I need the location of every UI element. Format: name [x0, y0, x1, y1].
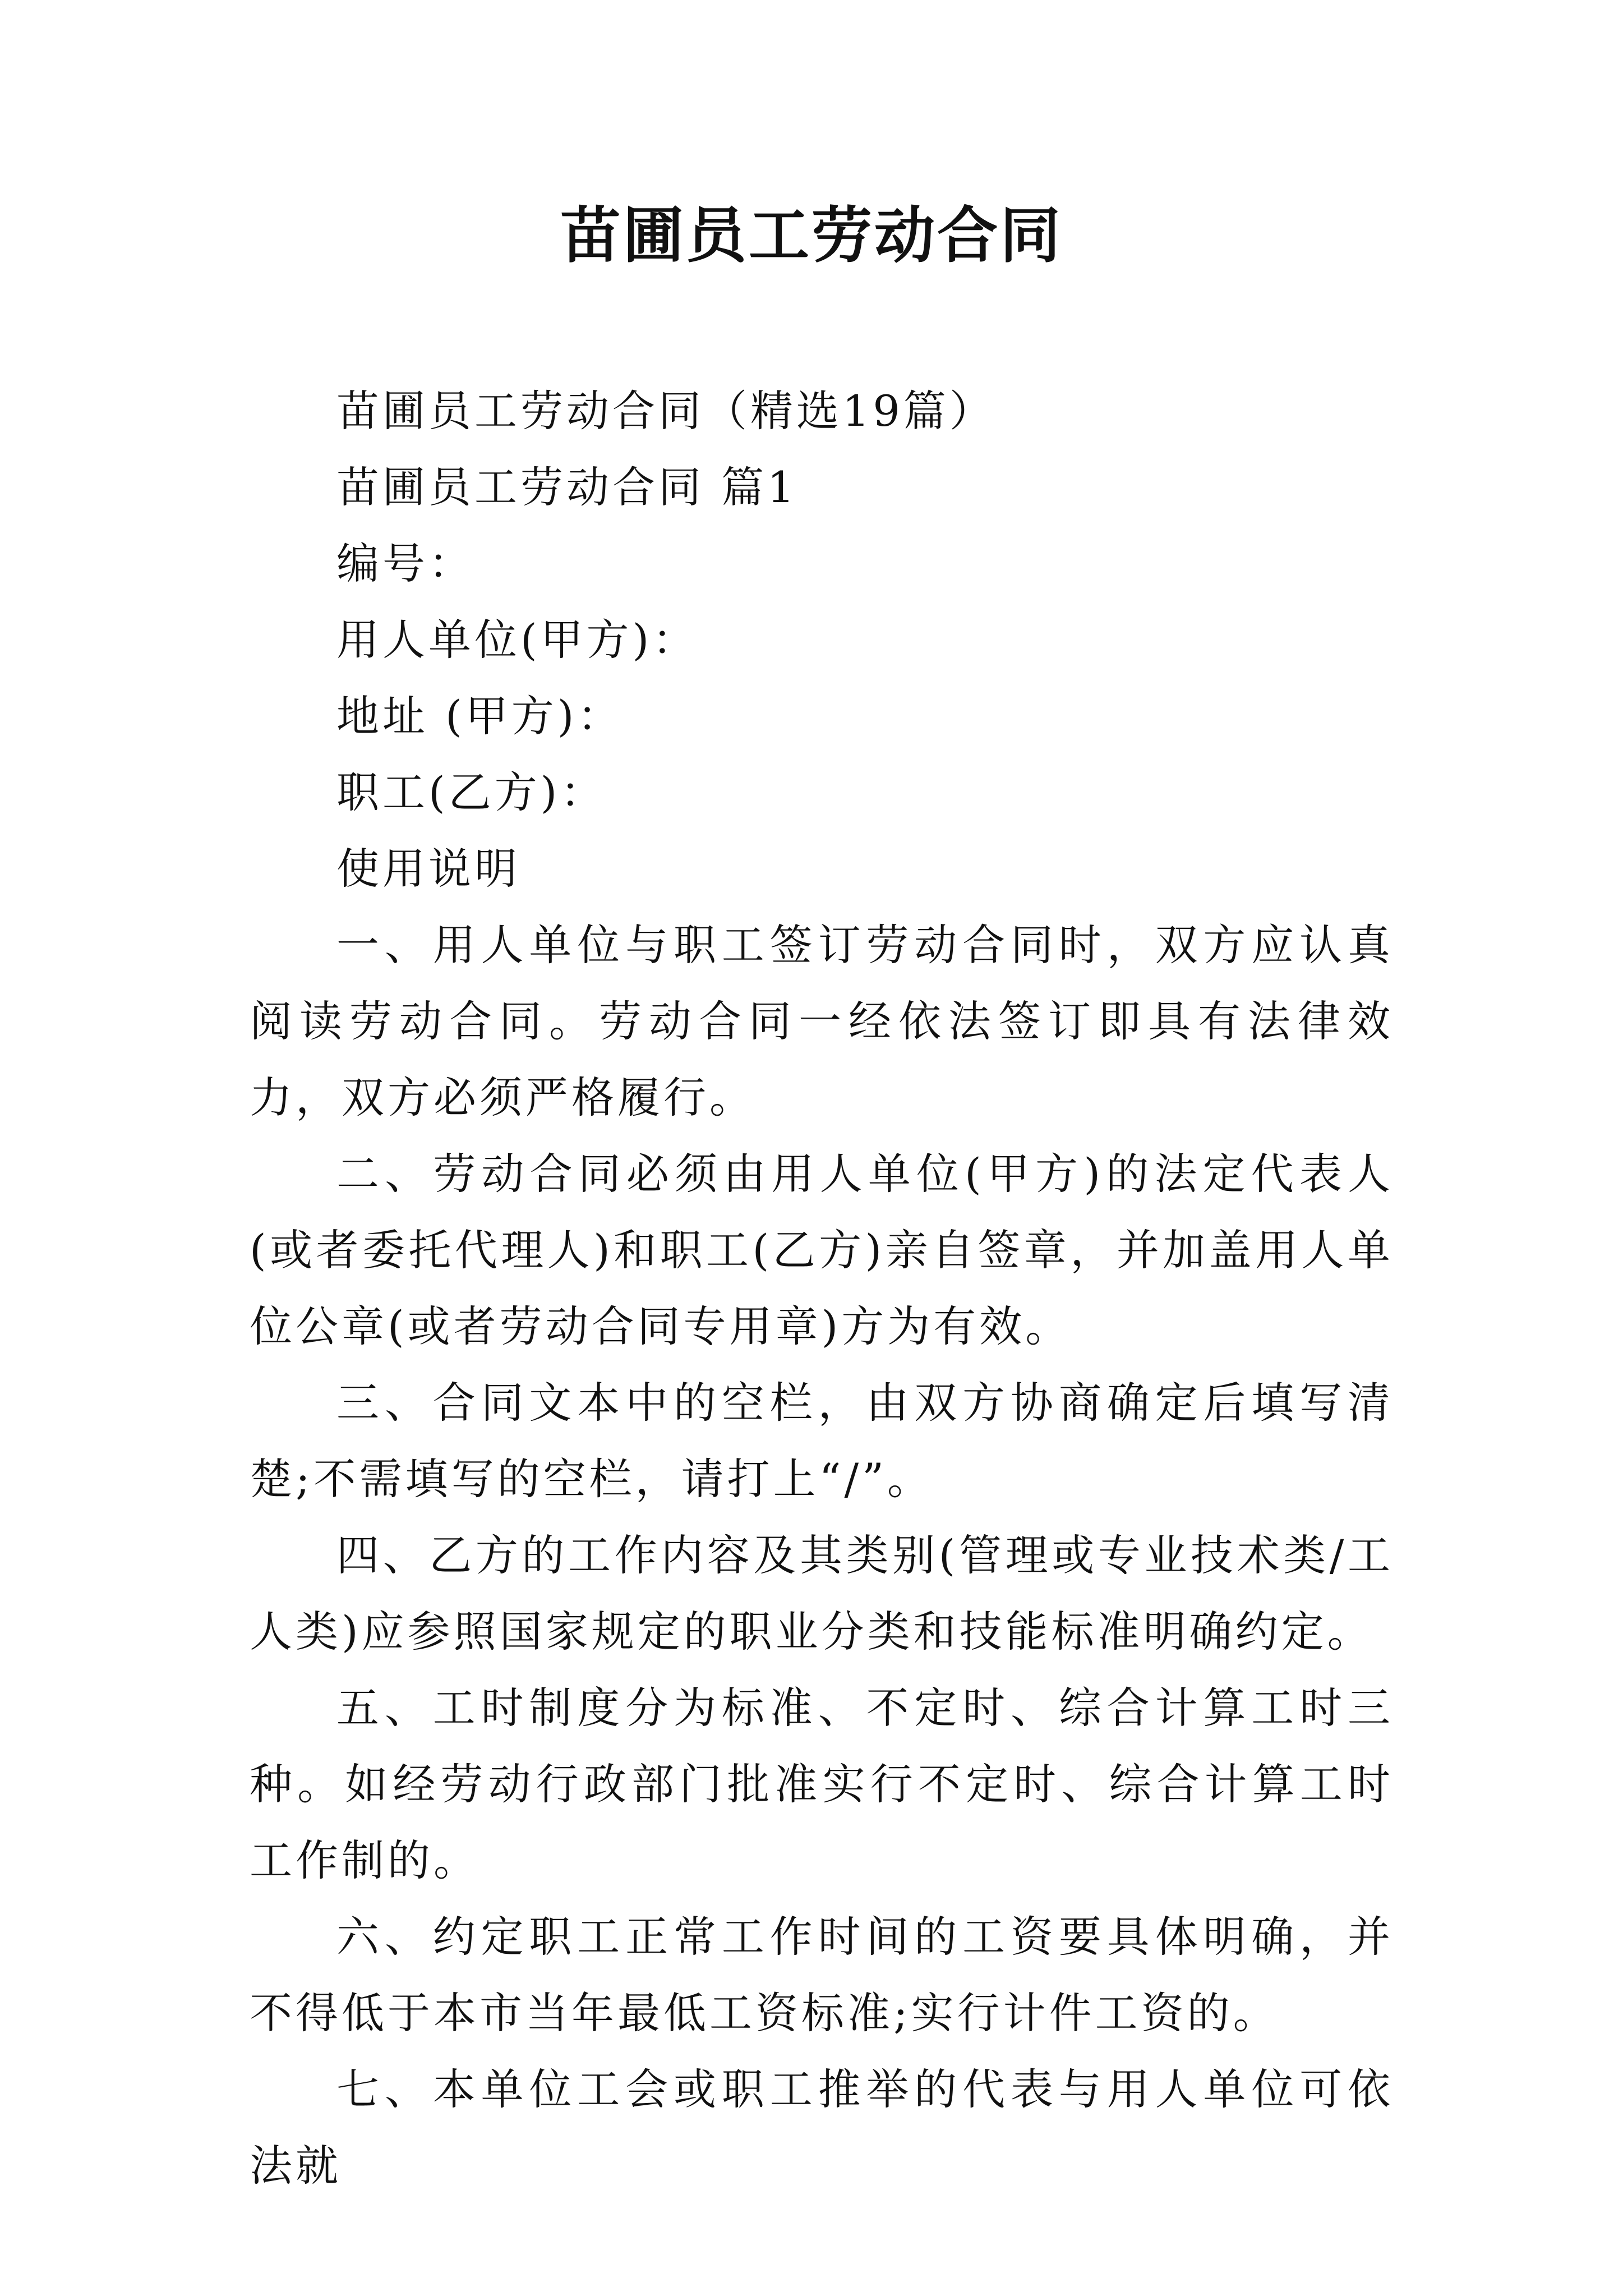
field-employee-label: 职工(乙方)： — [336, 767, 607, 817]
usage-note-paragraph-6: 六、约定职工正常工作时间的工资要具体明确，并不得低于本市当年最低工资标准;实行计件工资的。 — [250, 1912, 1394, 2038]
field-address-label: 地址 (甲方)： — [336, 691, 624, 741]
usage-notes-heading: 使用说明 — [336, 844, 520, 894]
section-heading: 苗圃员工劳动合同 篇1 — [336, 462, 798, 512]
usage-note-paragraph-2: 二、劳动合同必须由用人单位(甲方)的法定代表人(或者委托代理人)和职工(乙方)亲自签章，并加盖用人单位公章(或者劳动合同专用章)方为有效。 — [250, 1149, 1394, 1351]
usage-note-paragraph-7: 七、本单位工会或职工推举的代表与用人单位可依法就 — [250, 2064, 1394, 2191]
field-number-label: 编号： — [336, 539, 474, 588]
usage-note-paragraph-4: 四、乙方的工作内容及其类别(管理或专业技术类/工人类)应参照国家规定的职业分类和技能标准明确约定。 — [250, 1530, 1394, 1657]
usage-note-paragraph-1: 一、用人单位与职工签订劳动合同时，双方应认真阅读劳动合同。劳动合同一经依法签订即具有法律效力，双方必须严格履行。 — [250, 920, 1394, 1122]
document-body — [250, 373, 1394, 2204]
collection-heading: 苗圃员工劳动合同（精选19篇） — [336, 386, 995, 436]
usage-note-paragraph-5: 五、工时制度分为标准、不定时、综合计算工时三种。如经劳动行政部门批准实行不定时、综合计算工时工作制的。 — [250, 1683, 1394, 1885]
usage-note-paragraph-3: 三、合同文本中的空栏，由双方协商确定后填写清楚;不需填写的空栏，请打上“/”。 — [250, 1378, 1394, 1504]
field-employer-label: 用人单位(甲方)： — [336, 615, 699, 665]
document-title: 苗圃员工劳动合同 — [560, 200, 1063, 271]
